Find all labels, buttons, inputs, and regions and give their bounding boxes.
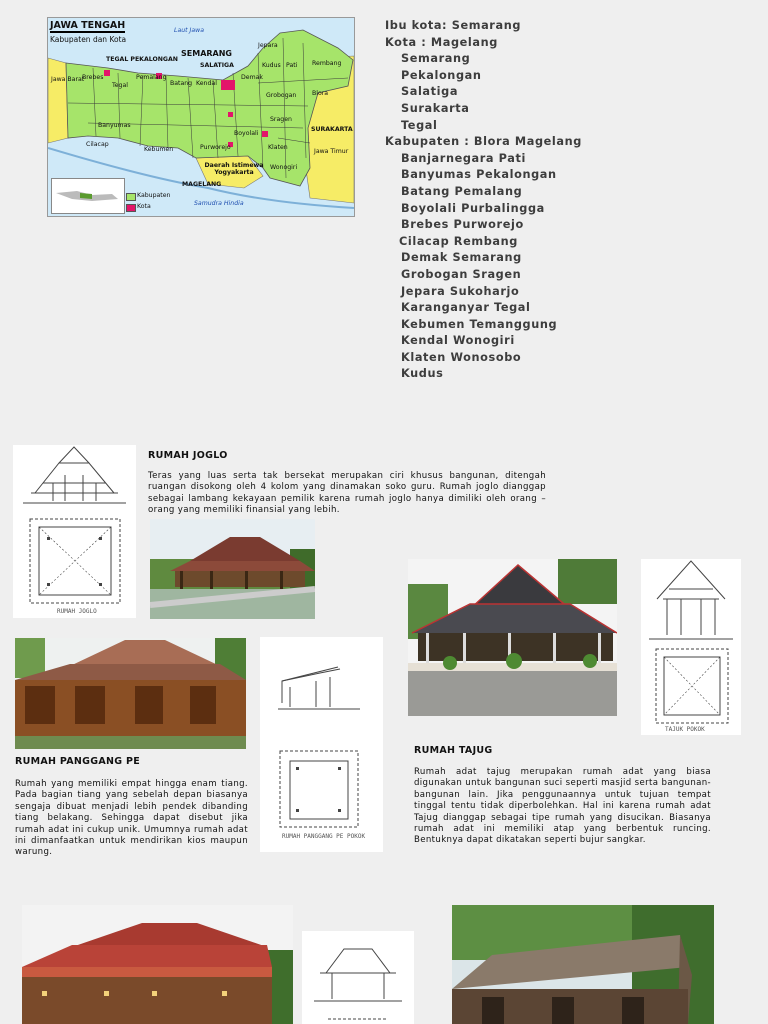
joglo-description: Teras yang luas serta tak bersekat merupakan ciri khusus bangunan, ditengah ruangan disokong oleh 4 kolom yang dinamakan soko guru. Rumah joglo dianggap sebagai lambang kekayaan pemilik karena rumah joglo hanya dimiliki oleh orang – orang yang memiliki finansial yang lebih. — [148, 471, 546, 516]
map-label-salatiga: SALATIGA — [200, 62, 234, 69]
tajug-house-photo — [408, 559, 617, 716]
jawa-tengah-map — [47, 17, 355, 217]
info-kota-item: Pekalongan — [401, 68, 482, 82]
info-kota-item: Tegal — [401, 118, 438, 132]
limasan-floorplan-drawing — [302, 931, 414, 1024]
panggang-pe-description: Rumah yang memiliki empat hingga enam tiang. Pada bagian tiang yang sebelah depan biasanya sengaja dibuat menjadi lebih pendek dibanding tiang belakang. Sehingga dapat disebut jika rumah adat ini cukup unik. Umumnya rumah adat ini dimanfaatkan untuk mendirikan kios maupun warung. — [15, 779, 248, 858]
map-label-jawa-barat: Jawa Barat — [51, 76, 85, 83]
map-label-jepara: Jepara — [258, 42, 278, 49]
info-capital: Ibu kota: Semarang — [385, 19, 522, 32]
map-label-tegal-pekalongan: TEGAL PEKALONGAN — [106, 56, 178, 63]
limasan-house-photo — [22, 905, 293, 1024]
joglo-title: RUMAH JOGLO — [148, 450, 228, 461]
map-label-grobogan: Grobogan — [266, 92, 297, 99]
info-kota-heading: Kota : Magelang — [385, 35, 498, 49]
info-kota-item: Surakarta — [401, 101, 470, 115]
panggang-pe-floorplan-drawing — [260, 637, 383, 852]
tajug-drawing-caption: TAJUK POKOK — [665, 726, 705, 733]
joglo-drawing-caption: RUMAH JOGLO — [57, 608, 97, 615]
info-kota-item: Semarang — [401, 52, 471, 66]
info-kabupaten-item: Klaten Wonosobo — [401, 350, 522, 364]
map-subtitle: Kabupaten dan Kota — [50, 35, 127, 44]
map-label-magelang: MAGELANG — [182, 181, 222, 188]
info-kabupaten-heading: Kabupaten : Blora Magelang — [385, 135, 582, 149]
map-label-cilacap: Cilacap — [86, 141, 109, 148]
map-label-pemalang: Pemalang — [136, 74, 167, 81]
info-kabupaten-item: Kudus — [401, 367, 444, 381]
info-kabupaten-item: Boyolali Purbalingga — [401, 201, 545, 215]
info-kabupaten-item: Grobogan Sragen — [401, 267, 522, 281]
info-kabupaten-item: Demak Semarang — [401, 251, 522, 265]
info-kabupaten-item: Batang Pemalang — [401, 184, 523, 198]
panggang-pe-drawing-caption: RUMAH PANGGANG PE POKOK — [282, 833, 366, 840]
joglo-house-photo — [150, 519, 315, 619]
joglo-floorplan-drawing — [13, 445, 136, 618]
panggang-pe-house-photo — [15, 638, 246, 749]
legend-kota-label: Kota — [137, 203, 151, 210]
map-label-brebes: Brebes — [82, 74, 104, 81]
info-kabupaten-item: Banjarnegara Pati — [401, 151, 526, 165]
map-label-diy: Daerah Istimewa Yogyakarta — [204, 162, 264, 176]
info-kabupaten-item: Cilacap Rembang — [399, 234, 518, 248]
map-label-batang: Batang — [170, 80, 193, 87]
map-label-pati: Pati — [286, 62, 298, 69]
map-sea-north: Laut Jawa — [174, 27, 205, 34]
map-label-sragen: Sragen — [270, 116, 292, 123]
kampung-house-photo — [452, 905, 714, 1024]
info-kabupaten-item: Karanganyar Tegal — [401, 301, 531, 315]
legend-kota-swatch — [126, 204, 136, 212]
legend-kabupaten-swatch — [126, 193, 136, 201]
map-label-kendal: Kendal — [196, 80, 217, 87]
legend-kabupaten-label: Kabupaten — [137, 192, 171, 199]
province-info — [385, 18, 582, 383]
map-label-boyolali: Boyolali — [234, 130, 259, 137]
map-label-purworejo: Purworejo — [200, 144, 231, 151]
map-label-blora: Blora — [312, 90, 329, 97]
map-inset — [51, 178, 125, 214]
tajug-description: Rumah adat tajug merupakan rumah adat yang biasa digunakan untuk bangunan suci seperti masjid serta bangunan-bangunan lain. Jika penggunaannya untuk tujuan tempat tinggal tentu tidak diperbolehkan. Hal ini karena rumah adat Tajug dianggap sebagai tipe rumah yang disucikan. Biasanya rumah adat ini memiliki atap yang berbentuk runcing. Bentuknya dapat dikatakan seperti bujur sangkar. — [414, 767, 711, 846]
info-kabupaten-item: Brebes Purworejo — [401, 218, 524, 232]
map-title: JAWA TENGAH — [50, 20, 126, 31]
tajug-floorplan-drawing — [641, 559, 741, 735]
map-label-rembang: Rembang — [312, 60, 342, 67]
map-label-jawa-timur: Jawa Timur — [314, 148, 349, 155]
info-kabupaten-item: Jepara Sukoharjo — [401, 284, 520, 298]
map-label-tegal: Tegal — [112, 82, 128, 89]
map-label-demak: Demak — [241, 74, 263, 81]
info-kabupaten-item: Banyumas Pekalongan — [401, 168, 557, 182]
info-kota-item: Salatiga — [401, 85, 459, 99]
info-kabupaten-item: Kebumen Temanggung — [401, 317, 558, 331]
tajug-title: RUMAH TAJUG — [414, 745, 493, 756]
panggang-pe-title: RUMAH PANGGANG PE — [15, 756, 141, 767]
map-label-kebumen: Kebumen — [144, 146, 174, 153]
map-label-kudus: Kudus — [262, 62, 281, 69]
map-sea-south: Samudra Hindia — [194, 200, 244, 207]
map-label-banyumas: Banyumas — [98, 122, 131, 129]
map-label-semarang: SEMARANG — [181, 49, 232, 58]
map-label-surakarta: SURAKARTA — [311, 126, 353, 133]
map-label-wonogiri: Wonogiri — [270, 164, 298, 171]
info-kabupaten-item: Kendal Wonogiri — [401, 334, 515, 348]
map-label-klaten: Klaten — [268, 144, 288, 151]
